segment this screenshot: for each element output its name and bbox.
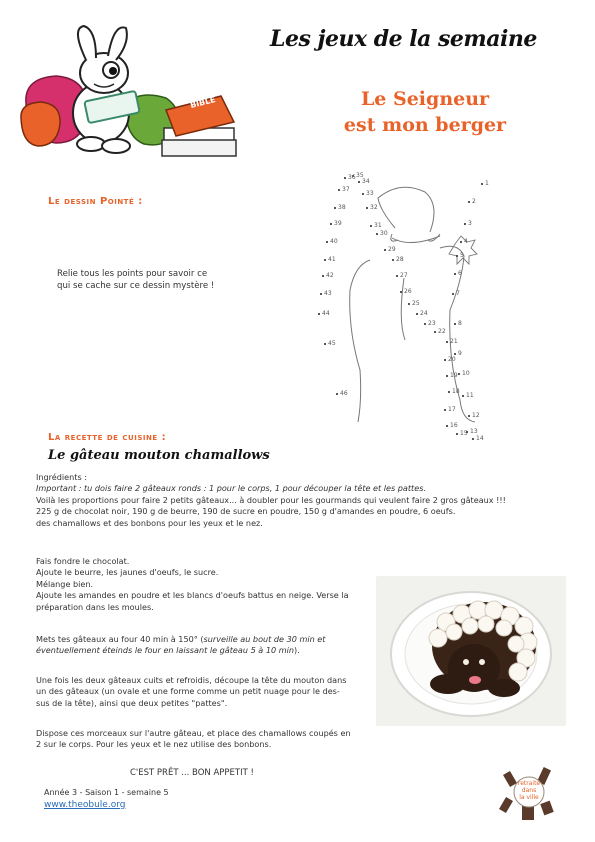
step-2 (36, 634, 371, 657)
dot-label-37: 37 (342, 186, 350, 193)
dot-label-24: 24 (420, 310, 428, 317)
logo-text-line-1: retraite (517, 780, 541, 787)
book-label: BIBLE (189, 95, 217, 110)
dot-label-16: 16 (450, 422, 458, 429)
logo-text-line-3: la ville (519, 794, 539, 801)
dot-label-33: 33 (366, 190, 374, 197)
step-1-line-d: Ajoute les amandes en poudre et les blancs d'oeufs battus en neige. Verse la (36, 590, 349, 601)
ingredients-label: Ingrédients : (36, 472, 87, 482)
dot-marker (460, 241, 462, 243)
dot-label-5: 5 (460, 252, 464, 259)
step-3-line-a: Une fois les deux gâteaux cuits et refroidis, découpe la tête du mouton dans (36, 675, 347, 685)
dot-marker (424, 323, 426, 325)
important-note: Important : tu dois faire 2 gâteaux ronds : 1 pour le corps, 1 pour découper la tête et les pattes. (36, 483, 426, 494)
dot-marker (444, 409, 446, 411)
dot-marker (446, 341, 448, 343)
step-1-line-a: Fais fondre le chocolat. (36, 556, 130, 566)
ingredients-list: 225 g de chocolat noir, 190 g de beurre, 190 de sucre en poudre, 150 g d'amandes en poudre, 6 oeufs. (36, 506, 456, 517)
dot-marker (454, 273, 456, 275)
dot-marker (376, 233, 378, 235)
dot-marker (448, 391, 450, 393)
ingredients-block (36, 472, 546, 529)
dot-marker (344, 177, 346, 179)
dot-drawing-instructions (57, 268, 257, 292)
dot-marker (384, 249, 386, 251)
dot-label-10: 10 (462, 370, 470, 377)
dot-label-30: 30 (380, 230, 388, 237)
sheep-cake-photo (376, 576, 566, 726)
dot-label-46: 46 (340, 390, 348, 397)
footer-website-link[interactable] (44, 800, 125, 810)
dot-marker (481, 183, 483, 185)
step-3-line-b: un des gâteaux (un ovale et une forme comme un petit nuage pour le des- (36, 686, 340, 697)
dot-label-15: 15 (460, 430, 468, 437)
dot-label-34: 34 (362, 178, 370, 185)
step-1-line-e: préparation dans les moules. (36, 601, 154, 612)
dot-marker (324, 343, 326, 345)
dot-marker (334, 207, 336, 209)
dot-label-25: 25 (412, 300, 420, 307)
dot-label-22: 22 (438, 328, 446, 335)
dot-marker (472, 438, 474, 440)
dot-label-35: 35 (356, 172, 364, 179)
step-2-italic-a: surveille au bout de 30 min et (203, 634, 326, 644)
dot-label-2: 2 (472, 198, 476, 205)
dot-label-41: 41 (328, 256, 336, 263)
dot-label-42: 42 (326, 272, 334, 279)
dot-label-23: 23 (428, 320, 436, 327)
dot-label-31: 31 (374, 222, 382, 229)
instructions-line-2: qui se cache sur ce dessin mystère ! (57, 281, 215, 291)
dot-marker (468, 415, 470, 417)
dot-marker (336, 393, 338, 395)
footer-season: Année 3 - Saison 1 - semaine 5 (44, 788, 169, 797)
dot-marker (452, 293, 454, 295)
step-4-line-a: Dispose ces morceaux sur l'autre gâteau, et place des chamallows coupés en (36, 728, 351, 738)
dot-marker (330, 223, 332, 225)
dot-label-45: 45 (328, 340, 336, 347)
main-title-line-2: est mon berger (343, 114, 507, 136)
dot-label-39: 39 (334, 220, 342, 227)
recipe-title: Le gâteau mouton chamallows (48, 448, 270, 463)
dot-marker (444, 359, 446, 361)
dot-label-14: 14 (476, 435, 484, 442)
closing-text: C'EST PRÊT ... BON APPETIT ! (130, 768, 254, 778)
mascot-illustration (16, 18, 256, 168)
step-1-line-b: Ajoute le beurre, les jaunes d'oeufs, le sucre. (36, 567, 219, 578)
dot-marker (456, 433, 458, 435)
step-1-line-c: Mélange bien. (36, 578, 94, 589)
dot-label-11: 11 (466, 392, 474, 399)
dot-label-20: 20 (448, 356, 456, 363)
dot-label-27: 27 (400, 272, 408, 279)
dot-marker (366, 207, 368, 209)
step-3 (36, 675, 371, 709)
dot-marker (362, 193, 364, 195)
dot-label-43: 43 (324, 290, 332, 297)
step-2-italic-b: éventuellement éteinds le four en laissant le gâteau 5 à 10 min (36, 645, 294, 656)
dot-marker (408, 303, 410, 305)
dot-marker (454, 353, 456, 355)
dot-label-38: 38 (338, 204, 346, 211)
dot-label-9: 9 (458, 350, 462, 357)
dot-label-19: 19 (450, 372, 458, 379)
dot-drawing-heading: Le dessin Pointé : (48, 196, 143, 207)
dot-to-dot-drawing (300, 160, 500, 445)
page-header-title: Les jeux de la semaine (270, 26, 537, 52)
step-4-line-b: 2 sur le corps. Pour les yeux et le nez utilise des bonbons. (36, 739, 272, 750)
step-4 (36, 728, 371, 751)
dot-label-44: 44 (322, 310, 330, 317)
step-2-end: ). (293, 645, 300, 656)
dot-marker (464, 223, 466, 225)
dot-label-26: 26 (404, 288, 412, 295)
dot-label-7: 7 (456, 290, 460, 297)
dot-marker (370, 225, 372, 227)
dot-label-12: 12 (472, 412, 480, 419)
dot-marker (324, 259, 326, 261)
dot-label-6: 6 (458, 270, 462, 277)
dot-label-8: 8 (458, 320, 462, 327)
dot-label-29: 29 (388, 246, 396, 253)
dot-marker (322, 275, 324, 277)
dot-label-13: 13 (470, 428, 478, 435)
dot-marker (456, 255, 458, 257)
dot-label-3: 3 (468, 220, 472, 227)
logo-text (512, 780, 546, 801)
retraite-logo (498, 762, 560, 824)
dot-marker (318, 313, 320, 315)
dot-marker (468, 201, 470, 203)
dot-label-4: 4 (464, 238, 468, 245)
logo-text-line-2: dans (521, 787, 537, 794)
dot-marker (320, 293, 322, 295)
dot-label-32: 32 (370, 204, 378, 211)
dot-marker (392, 259, 394, 261)
ingredients-extras: des chamallows et des bonbons pour les yeux et le nez. (36, 517, 263, 528)
recipe-heading: La recette de cuisine : (48, 432, 167, 443)
dot-label-28: 28 (396, 256, 404, 263)
dot-marker (338, 189, 340, 191)
dot-drawing-svg (300, 160, 500, 445)
dot-marker (446, 425, 448, 427)
dot-marker (446, 375, 448, 377)
dot-marker (396, 275, 398, 277)
dot-marker (434, 331, 436, 333)
dot-marker (454, 323, 456, 325)
dot-label-40: 40 (330, 238, 338, 245)
dot-marker (416, 313, 418, 315)
dot-marker (326, 241, 328, 243)
website-link-text[interactable]: www.theobule.org (44, 800, 126, 810)
dot-label-1: 1 (485, 180, 489, 187)
dot-marker (358, 181, 360, 183)
step-1 (36, 556, 371, 613)
dot-label-17: 17 (448, 406, 456, 413)
instructions-line-1: Relie tous les points pour savoir ce (57, 269, 208, 279)
dot-label-21: 21 (450, 338, 458, 345)
step-2-text: Mets tes gâteaux au four 40 min à 150° ( (36, 634, 204, 644)
step-3-line-c: sus de la tête), ainsi que deux petites "pattes". (36, 697, 228, 708)
main-title-line-1: Le Seigneur (360, 88, 490, 110)
page-main-title (300, 86, 550, 138)
proportions-note: Voilà les proportions pour faire 2 petits gâteaux... à doubler pour les gourmands qui veulent faire 2 gros gâteaux !!! (36, 494, 506, 505)
dot-marker (400, 291, 402, 293)
dot-label-36: 36 (348, 174, 356, 181)
dot-marker (458, 373, 460, 375)
dot-marker (462, 395, 464, 397)
dot-label-18: 18 (452, 388, 460, 395)
